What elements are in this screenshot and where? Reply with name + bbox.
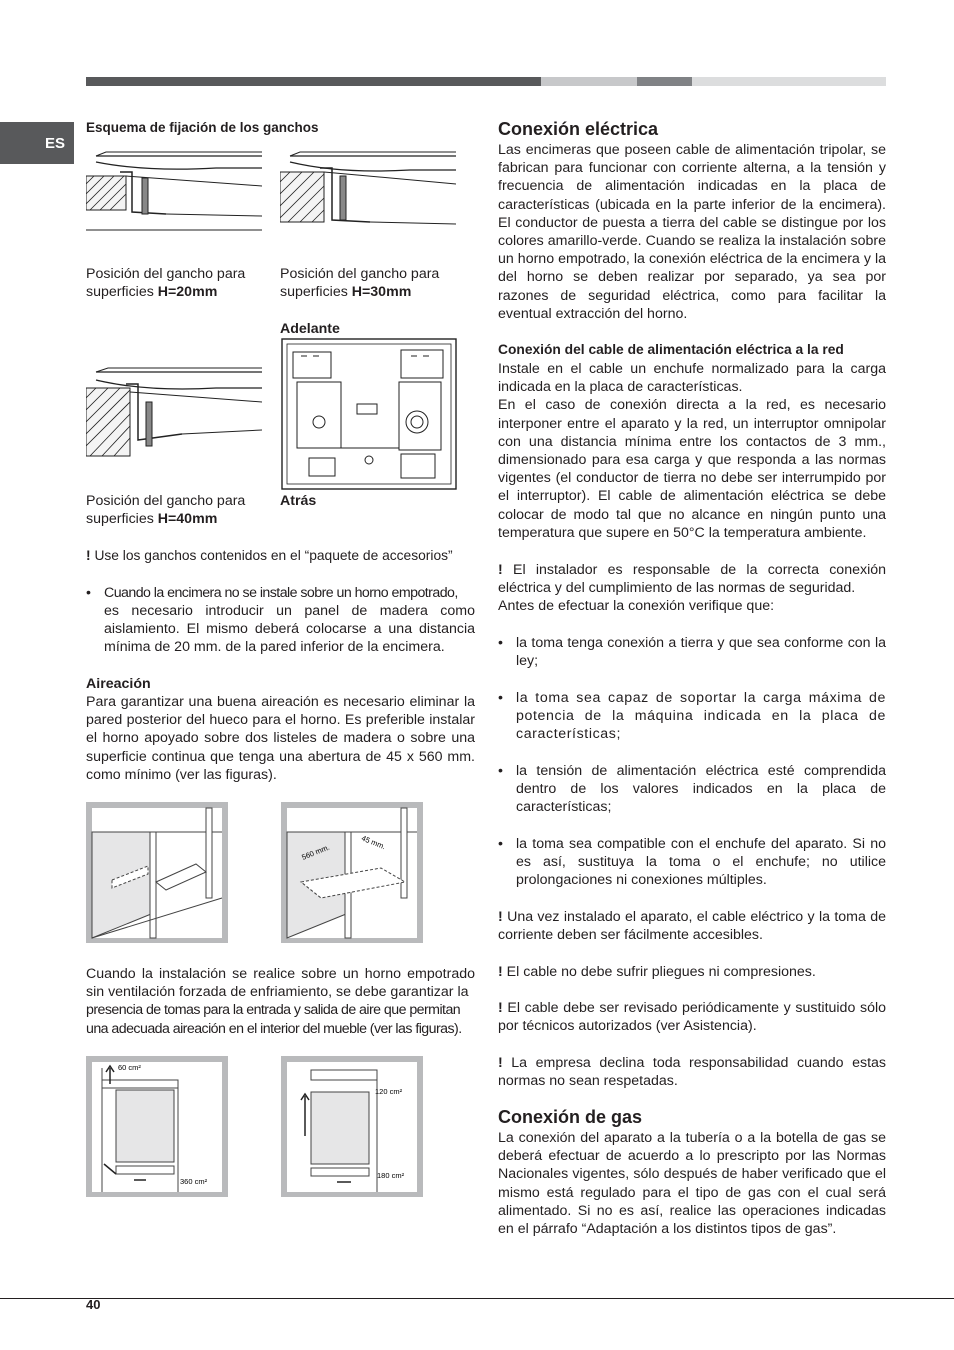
cable-connection-text: [498, 360, 886, 542]
caption-h40-line2: superficies: [86, 511, 158, 528]
bullet-panel: [86, 584, 475, 659]
oven-airflow-front-figure: [86, 1056, 228, 1197]
cable-connection-text-2: En el caso de conexión directa a la red, es necesario interponer entre el aparato y la red, un interruptor omnipolar con una distancia mínima entre los contactos de 3 mm., dimensionado para esa carga y que responda a las normas vigentes (el conductor de tierra no debe ser interrumpido por el interruptor). El cable de alimentación eléctrica se debe colocar de modo tal que no alcance en ningún punto una temperatura que supere en 50°C la temperatura ambiente.: [498, 397, 886, 541]
check-item-text: la toma sea capaz de soportar la carga máxima de potencia de la máquina indicada en la placa de características;: [516, 690, 886, 743]
footer-divider: [0, 1298, 954, 1299]
check-item-text: la toma tenga conexión a tierra y que sea conforme con la ley;: [516, 635, 886, 670]
gas-connection-text: La conexión del aparato a la tubería o a la botella de gas se deberá efectuar de acuerdo a lo prescripto por las Normas Nacionales vigentes, sólo después de haber verificado que el mismo está regulado para el tipo de gas con el cual será alimentado. Si no es así, realice las operaciones indicadas en el párrafo “Adaptación a los distintos tipos de gas”.: [498, 1130, 886, 1238]
aireacion-text: Para garantizar una buena aireación es necesario eliminar la pared posterior del hueco para el horno. Es preferible instalar el horno apoyado sobre dos listeles de madera o sobre una superficie continua que tenga una abertura de 45 x 560 mm. como mínimo (ver las figuras).: [86, 694, 475, 783]
caption-h40-line1: Posición del gancho para: [86, 493, 246, 509]
warning-mark: !: [498, 562, 503, 578]
language-tab: [0, 122, 74, 164]
gas-connection-title: Conexión de gas: [498, 1107, 643, 1127]
caption-h30: [280, 265, 439, 301]
check-item-text: la tensión de alimentación eléctrica esté comprendida dentro de los valores indicados en la placa de características;: [516, 763, 886, 816]
bullet-panel-text: es necesario introducir un panel de madera como aislamiento. El mismo deberá colocarse a una distancia mínima de 20 mm. de la pared inferior de la encimera.: [104, 603, 475, 656]
header-bar-pale: [692, 77, 886, 86]
bullet-dot: •: [498, 836, 503, 852]
installer-warning-text-2: Antes de efectuar la conexión verifique que:: [498, 598, 775, 615]
caption-h20-line1: Posición del gancho para: [86, 266, 246, 282]
caption-h40-value: H=40mm: [157, 511, 218, 528]
caption-h20-value: H=20mm: [157, 284, 218, 301]
oven-ventilation-text: [86, 965, 475, 1038]
dim-45-label: 45 mm.: [360, 833, 387, 852]
check-item: [498, 835, 886, 893]
header-bar-light: [541, 77, 637, 86]
dim-560-label: 560 mm.: [300, 842, 331, 862]
check-item: [498, 634, 886, 674]
electrical-connection-text: Las encimeras que poseen cable de alimentación tripolar, se fabrican para funcionar con corriente alterna, a la tensión y frecuencia de alimentación indicadas en la placa de características (ubicada en la parte inferior de la encimera). El conductor de puesta a tierra del cable se distingue por los colores amarillo-verde. Cuando se realiza la instalación sobre un horno empotrado, la conexión eléctrica de la encimera y la del horno se deben realizar por separado, ya sea por razones de seguridad eléctrica, como para facilitar la eventual extracción del horno.: [498, 142, 886, 322]
caption-h20: [86, 265, 245, 301]
hooks-title: Esquema de fijación de los ganchos: [86, 120, 319, 135]
warning-mark: !: [86, 548, 91, 563]
warning-bend: [498, 963, 886, 981]
language-tab-label: ES: [44, 134, 65, 152]
header-bar: [86, 77, 886, 86]
electrical-connection-title: Conexión eléctrica: [498, 119, 659, 139]
warning-hooks: [86, 547, 478, 565]
warning-bend-text: El cable no debe sufrir pliegues ni compresiones.: [502, 964, 816, 980]
check-item-text: la toma sea compatible con el enchufe del aparato. Si no es así, sustituya la toma o el enchufe; no utilice prolongaciones ni conexiones múltiples.: [516, 836, 886, 889]
warning-hooks-text: Use los ganchos contenidos en el “paquete de accesorios”: [90, 548, 453, 563]
bullet-dot: •: [498, 635, 503, 651]
warning-mark: !: [498, 1000, 503, 1016]
page-number: 40: [86, 1297, 101, 1312]
back-label: Atrás: [280, 493, 317, 509]
check-item: [498, 689, 886, 747]
warning-liability: [498, 1054, 886, 1090]
bullet-dot: •: [498, 690, 503, 706]
cable-connection-text-1: Instale en el cable un enchufe normalizado para la carga indicada en la placa de características.: [498, 361, 886, 396]
caption-h30-value: H=30mm: [351, 284, 412, 301]
oven-airflow-rear-figure: [281, 1056, 423, 1197]
warning-mark: !: [498, 1055, 503, 1071]
installer-warning-text: El instalador es responsable de la correcta conexión eléctrica y del cumplimiento de las normas de seguridad.: [498, 562, 886, 597]
header-bar-mid: [637, 77, 692, 86]
warning-mark: !: [498, 909, 503, 925]
oven-ventilation-line2: presencia de tomas para la entrada y salida de aire que permitan: [86, 1002, 461, 1019]
warning-liability-text: La empresa declina toda responsabilidad cuando estas normas no sean respetadas.: [498, 1055, 886, 1090]
bullet-dot: •: [498, 763, 503, 779]
check-item: [498, 762, 886, 820]
header-bar-dark: [86, 77, 541, 86]
ventilation-strips-figure: [86, 802, 228, 943]
caption-h30-line1: Posición del gancho para: [280, 266, 440, 282]
warning-accessible: [498, 908, 886, 944]
warning-accessible-text: Una vez instalado el aparato, el cable eléctrico y la toma de corriente deben ser fácilmente accesibles.: [498, 909, 886, 944]
caption-h20-line2: superficies: [86, 284, 158, 301]
hook-h40-figure: [86, 364, 262, 464]
vent-360-label: 360 cm²: [180, 1177, 208, 1186]
installer-warning: [498, 561, 886, 616]
bullet-dot: •: [86, 585, 91, 601]
oven-ventilation-line3: una adecuada aireación en el interior del mueble (ver las figuras).: [86, 1020, 462, 1037]
front-label: Adelante: [280, 321, 340, 337]
aireacion-title: Aireación: [86, 676, 151, 692]
hob-underside-figure: [281, 338, 457, 490]
cable-connection-title: Conexión del cable de alimentación eléctrica a la red: [498, 342, 844, 357]
caption-h40: [86, 492, 245, 528]
warning-check-text: El cable debe ser revisado periódicamente y sustituido sólo por técnicos autorizados (ver Asistencia).: [498, 1000, 886, 1035]
hook-h20-figure: [86, 150, 262, 232]
vent-60-label: 60 cm²: [118, 1063, 141, 1072]
ventilation-opening-figure: [281, 802, 423, 943]
warning-mark: !: [498, 964, 503, 980]
warning-check: [498, 999, 886, 1035]
vent-120-label: 120 cm²: [375, 1087, 403, 1096]
hook-h30-figure: [280, 150, 456, 232]
caption-h30-line2: superficies: [280, 284, 352, 301]
oven-ventilation-line1: Cuando la instalación se realice sobre un horno empotrado sin ventilación forzada de enfriamiento, se debe garantizar la: [86, 966, 475, 1001]
vent-180-label: 180 cm²: [377, 1171, 405, 1180]
bullet-panel-line1: Cuando la encimera no se instale sobre un horno empotrado,: [104, 585, 458, 601]
